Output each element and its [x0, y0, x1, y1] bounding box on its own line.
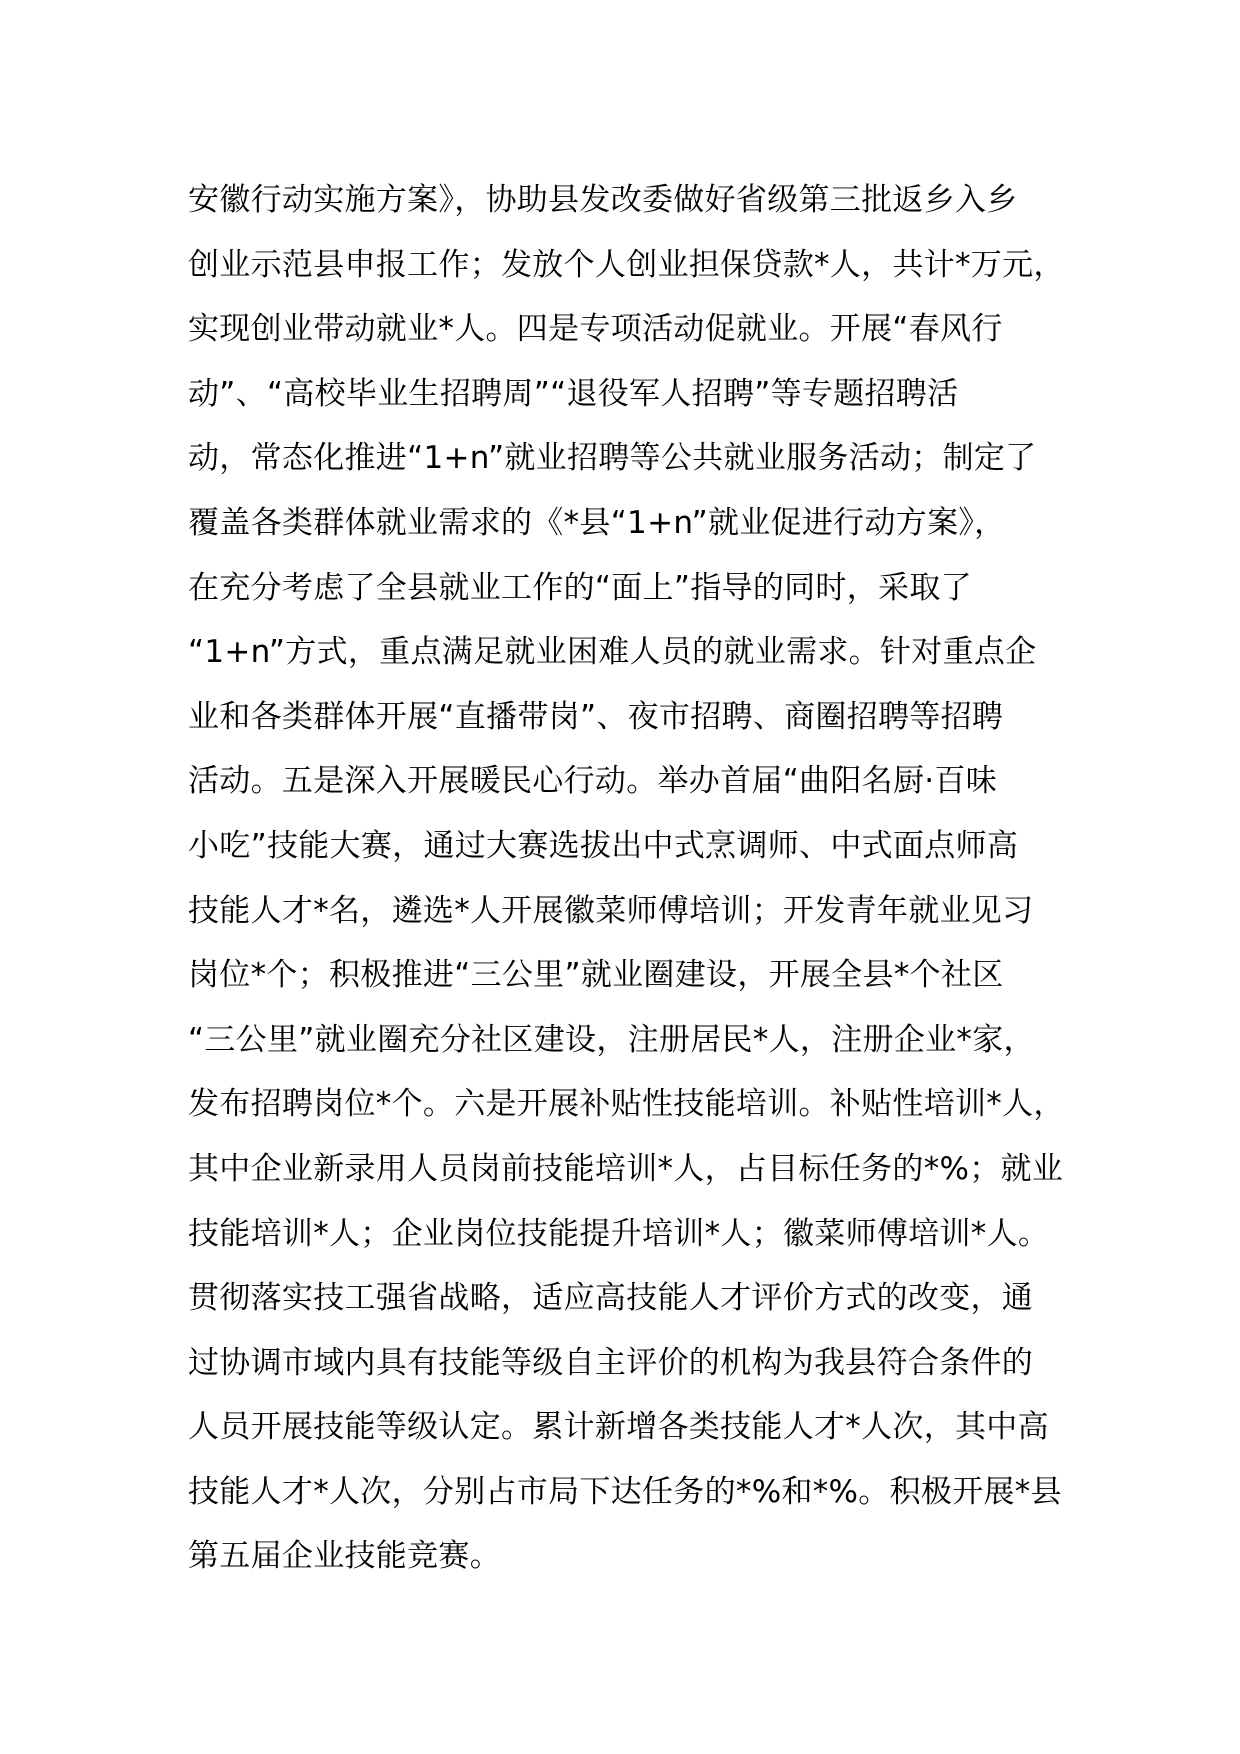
text-line: 活动。五是深入开展暖民心行动。举办首届“曲阳名厨·百味 [188, 763, 998, 800]
text-line: “1+n”方式，重点满足就业困难人员的就业需求。针对重点企 [188, 634, 1037, 671]
text-line: 创业示范县申报工作；发放个人创业担保贷款*人，共计*万元， [188, 246, 1065, 283]
text-line: 动，常态化推进“1+n”就业招聘等公共就业服务活动；制定了 [188, 440, 1037, 477]
text-line: 岗位*个；积极推进“三公里”就业圈建设，开展全县*个社区 [188, 957, 1004, 994]
text-line: 其中企业新录用人员岗前技能培训*人，占目标任务的*%；就业 [188, 1150, 1064, 1187]
text-line: 实现创业带动就业*人。四是专项活动促就业。开展“春风行 [188, 311, 1003, 348]
body-paragraph [188, 168, 1088, 1589]
text-line: 发布招聘岗位*个。六是开展补贴性技能培训。补贴性培训*人， [188, 1086, 1065, 1123]
text-line: 贯彻落实技工强省战略，适应高技能人才评价方式的改变，通 [188, 1280, 1034, 1317]
text-line: 动”、“高校毕业生招聘周”“退役军人招聘”等专题招聘活 [188, 375, 959, 412]
text-line: 小吃”技能大赛，通过大赛选拔出中式烹调师、中式面点师高 [188, 827, 1019, 864]
text-line: “三公里”就业圈充分社区建设，注册居民*人，注册企业*家， [188, 1021, 1035, 1058]
text-line: 人员开展技能等级认定。累计新增各类技能人才*人次，其中高 [188, 1409, 1049, 1446]
text-line: 技能培训*人；企业岗位技能提升培训*人；徽菜师傅培训*人。 [188, 1215, 1050, 1252]
text-line: 第五届企业技能竞赛。 [188, 1538, 501, 1575]
text-line: 安徽行动实施方案》，协助县发改委做好省级第三批返乡入乡 [188, 182, 1018, 218]
text-line: 过协调市域内具有技能等级自主评价的机构为我县符合条件的 [188, 1344, 1034, 1381]
text-line: 业和各类群体开展“直播带岗”、夜市招聘、商圈招聘等招聘 [188, 698, 1004, 735]
text-line: 技能人才*名，遴选*人开展徽菜师傅培训；开发青年就业见习 [188, 892, 1034, 929]
text-line: 覆盖各类群体就业需求的《*县“1+n”就业促进行动方案》， [188, 504, 1006, 541]
text-line: 在充分考虑了全县就业工作的“面上”指导的同时，采取了 [188, 569, 972, 606]
text-line: 技能人才*人次，分别占市局下达任务的*%和*%。积极开展*县 [188, 1473, 1062, 1510]
